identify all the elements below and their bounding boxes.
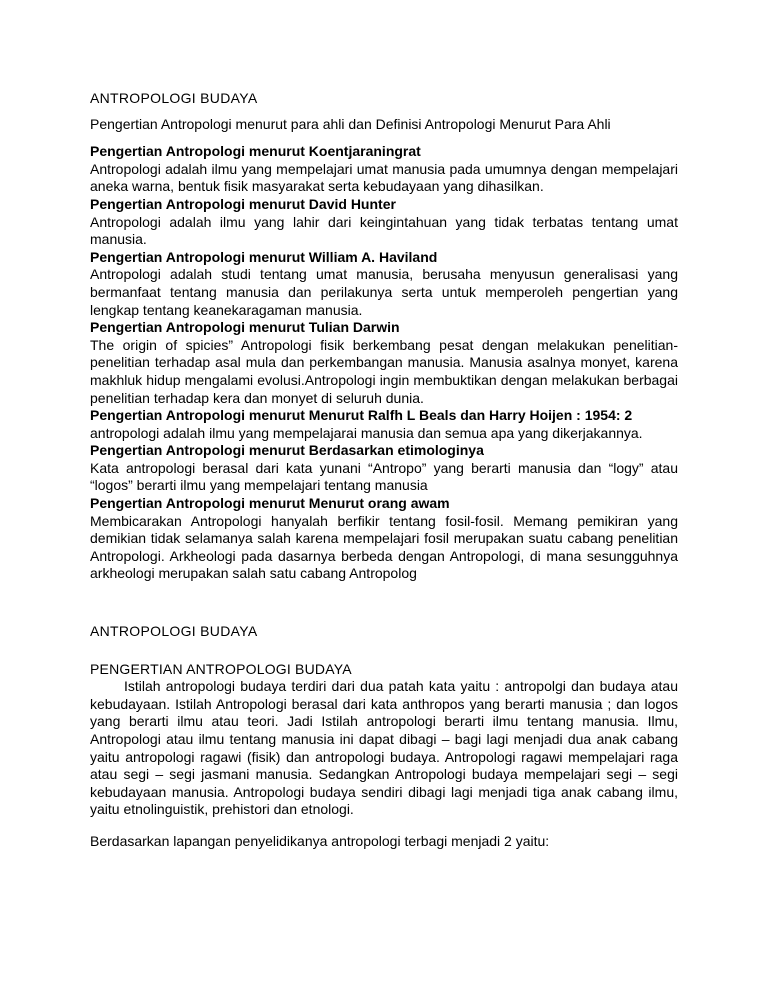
spacer — [90, 819, 678, 833]
section-koentjaraningrat — [90, 143, 678, 196]
closing-line: Berdasarkan lapangan penyelidikanya antropologi terbagi menjadi 2 yaitu: — [90, 832, 550, 849]
section-heading: Pengertian Antropologi menurut Menurut orang awam — [90, 495, 450, 512]
spacer — [90, 641, 678, 661]
section-body: Kata antropologi berasal dari kata yunani “Antropo” yang berarti manusia dan “logy” atau “logos” berarti ilmu yang mempelajari tentang manusia — [90, 459, 678, 494]
section-heading: Pengertian Antropologi menurut David Hunter — [90, 195, 396, 212]
second-title: ANTROPOLOGI BUDAYA — [90, 623, 258, 640]
section-body: Membicarakan Antropologi hanyalah berfikir tentang fosil-fosil. Memang pemikiran yang demikian tidak selamanya salah karena mempelajari fosil merupakan suatu cabang penelitian Antropologi. Arkheologi pada dasarnya berbeda dengan Antropologi, di mana sesungguhnya arkheologi merupakan salah satu cabang Antropolog — [90, 512, 678, 582]
section-body: antropologi adalah ilmu yang mempelajarai manusia dan semua apa yang dikerjakannya. — [90, 424, 643, 441]
section-body: Antropologi adalah studi tentang umat manusia, berusaha menyusun generalisasi yang bermanfaat tentang manusia dan perilakunya serta untuk memperoleh pengertian yang lengkap tentang keanekaragaman manusia. — [90, 266, 678, 318]
document-title: ANTROPOLOGI BUDAYA — [90, 90, 258, 106]
pengertian-heading: PENGERTIAN ANTROPOLOGI BUDAYA — [90, 660, 352, 677]
section-haviland — [90, 249, 678, 319]
document-content — [90, 90, 678, 851]
section-body: Antropologi adalah ilmu yang lahir dari keingintahuan yang tidak terbatas tentang umat manusia. — [90, 213, 678, 248]
section-body: Antropologi adalah ilmu yang mempelajari umat manusia pada umumnya dengan mempelajari aneka warna, bentuk fisik masyarakat serta kebudayaan yang dihasilkan. — [90, 160, 678, 195]
section-body: The origin of spicies” Antropologi fisik berkembang pesat dengan melakukan penelitian-penelitian terhadap asal mula dan perkembangan manusia. Manusia asalnya monyet, karena makhluk hidup mengalami evolusi.Antropologi ingin membuktikan dengan melakukan berbagai penelitian terhadap kera dan monyet di seluruh dunia. — [90, 336, 678, 406]
section-heading: Pengertian Antropologi menurut Menurut Ralfh L Beals dan Harry Hoijen : 1954: 2 — [90, 407, 633, 424]
section-heading: Pengertian Antropologi menurut William A. Haviland — [90, 248, 438, 265]
section-tulian-darwin — [90, 319, 678, 407]
section-heading: Pengertian Antropologi menurut Berdasarkan etimologinya — [90, 442, 484, 459]
pengertian-body: Istilah antropologi budaya terdiri dari dua patah kata yaitu : antropolgi dan budaya atau kebudayaan. Istilah Antropologi berasal dari kata anthropos yang berarti manusia ; dan logos yang berarti ilmu atau teori. Jadi Istilah antropologi berarti ilmu tentang manusia. Ilmu, Antropologi atau ilmu tentang manusia ini dapat dibagi – bagi lagi menjadi dua anak cabang yaitu antropologi ragawi (fisik) dan antropologi budaya. Antropologi ragawi mempelajari raga atau segi – segi jasmani manusia. Sedangkan Antropologi budaya mempelajari segi – segi kebudayaan manusia. Antropologi budaya sendiri dibagi lagi menjadi tiga anak cabang ilmu, yaitu etnolinguistik, prehistori dan etnologi. — [90, 678, 678, 818]
section-beals-hoijen — [90, 407, 678, 442]
section-heading: Pengertian Antropologi menurut Tulian Darwin — [90, 319, 400, 336]
section-etimologi — [90, 442, 678, 495]
section-heading: Pengertian Antropologi menurut Koentjaraningrat — [90, 143, 421, 160]
section-david-hunter — [90, 196, 678, 249]
section-orang-awam — [90, 495, 678, 583]
document-subtitle: Pengertian Antropologi menurut para ahli dan Definisi Antropologi Menurut Para Ahli — [90, 115, 611, 132]
spacer — [90, 583, 678, 623]
